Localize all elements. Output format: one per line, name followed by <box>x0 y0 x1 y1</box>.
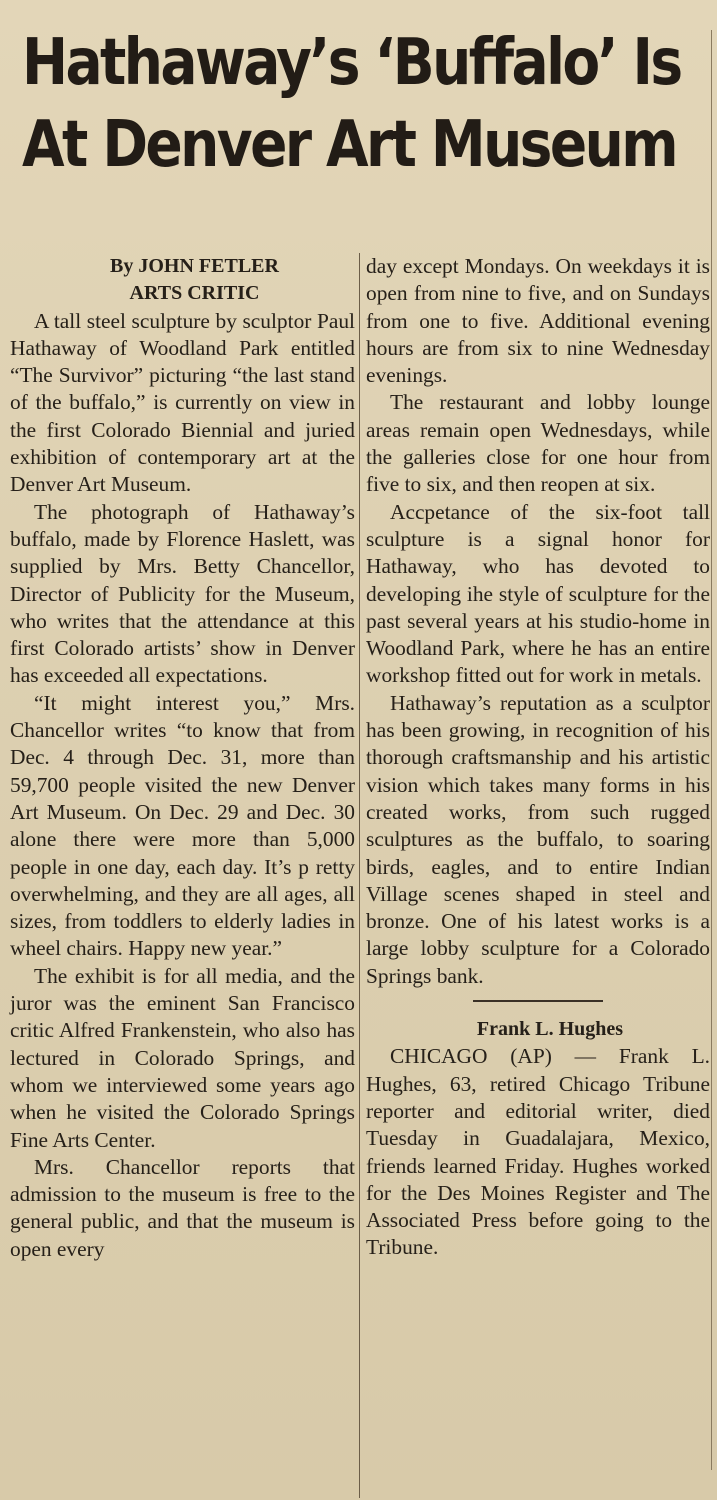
right-column <box>366 253 710 1262</box>
headline-line-1: Hathaway’s ‘Buffalo’ Is <box>22 26 681 100</box>
column-divider <box>359 253 360 1498</box>
left-column <box>10 253 355 1263</box>
obituary-paragraph: CHICAGO (AP) — Frank L. Hughes, 63, retired Chicago Tribune reporter and editorial writer, died Tuesday in Guadalajara, Mexico, friends learned Friday. Hughes worked for the Des Moines Register and The Associated Press before going to the Tribune. <box>366 1044 710 1260</box>
byline-title: ARTS CRITIC <box>129 282 260 305</box>
headline <box>22 22 681 186</box>
article-paragraph: The exhibit is for all media, and the juror was the eminent San Francisco critic Alfred Frankenstein, who also has lectured in Colorado Springs, and whom we interviewed some years ago when he visited the Colorado Springs Fine Arts Center. <box>10 963 355 1152</box>
section-separator <box>473 1000 603 1002</box>
article-paragraph: Mrs. Chancellor reports that admission to the museum is free to the general public, and that the museum is open every <box>10 1154 355 1261</box>
article-paragraph: Hathaway’s reputation as a sculptor has been growing, in recognition of his thorough craftsmanship and his artistic vision which takes many forms in his created works, from such rugged sculptures as the buffalo, to soaring birds, eagles, and to entire Indian Village scenes shaped in steel and bronze. One of his latest works is a large lobby sculpture for a Colorado Springs bank. <box>366 690 710 988</box>
byline-author: By JOHN FETLER <box>110 255 279 277</box>
article-paragraph: day except Mondays. On weekdays it is open from nine to five, and on Sundays from one to five. Additional evening hours are from six to nine Wednesday evenings. <box>366 254 710 388</box>
headline-line-2: At Denver Art Museum <box>22 108 676 182</box>
article-paragraph: A tall steel sculpture by sculptor Paul Hathaway of Woodland Park entitled “The Survivor” picturing “the last stand of the buffalo,” is currently on view in the first Colorado Biennial and juried exhibition of contemporary art at the Denver Art Museum. <box>10 308 355 497</box>
article-paragraph: The restaurant and lobby lounge areas remain open Wednesdays, while the galleries close for one hour from five to six, and then reopen at six. <box>366 390 710 497</box>
article-paragraph: “It might interest you,” Mrs. Chancellor writes “to know that from Dec. 4 through Dec. 31, more than 59,700 people visited the new Denver Art Museum. On Dec. 29 and Dec. 30 alone there were more than 5,000 people in one day, each day. It’s p retty overwhelming, and they are all ages, all sizes, from toddlers to elderly ladies in wheel chairs. Happy new year.” <box>10 690 355 961</box>
obituary-heading: Frank L. Hughes <box>476 1018 624 1041</box>
right-edge-rule <box>711 30 712 1470</box>
article-paragraph: The photograph of Hathaway’s buffalo, made by Florence Haslett, was supplied by Mrs. Betty Chancellor, Director of Publicity for the Museum, who writes that the attendance at this first Colorado artists’ show in Denver has exceeded all expectations. <box>10 499 355 688</box>
article-paragraph: Accpetance of the six-foot tall sculpture is a signal honor for Hathaway, who has devoted to developing ihe style of sculpture for the past several years at his studio-home in Woodland Park, where he has an entire workshop fitted out for work in metals. <box>366 499 710 688</box>
